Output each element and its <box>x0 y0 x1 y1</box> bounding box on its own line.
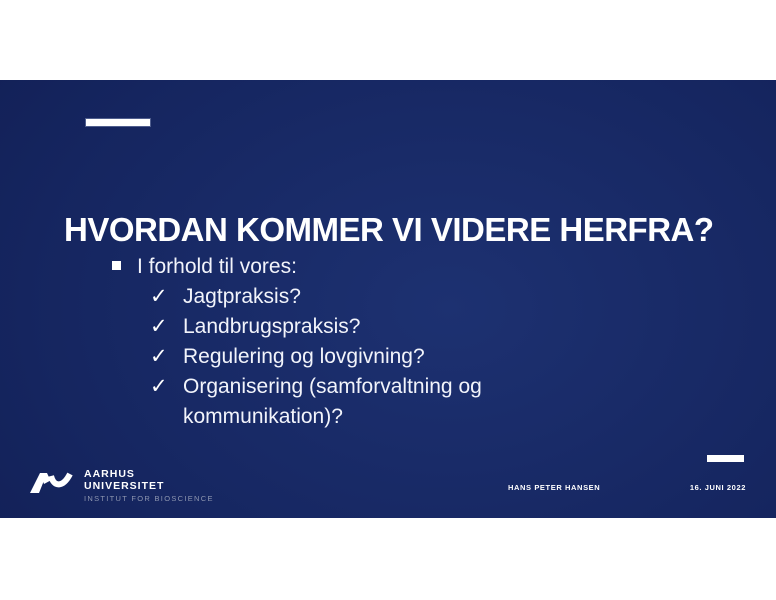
accent-dash-bottom <box>707 455 744 462</box>
slide <box>0 80 776 518</box>
check-icon: ✓ <box>150 375 168 398</box>
square-bullet-icon <box>112 261 121 270</box>
check-icon: ✓ <box>150 315 168 338</box>
list-lead-text: I forhold til vores: <box>137 255 297 278</box>
list-item-text: Organisering (samforvaltning og kommunikation)? <box>183 375 482 428</box>
accent-dash-top <box>86 119 150 126</box>
university-logo <box>30 468 214 503</box>
check-icon: ✓ <box>150 285 168 308</box>
list-item-lead <box>112 252 535 282</box>
slide-date: 16. JUNI 2022 <box>689 483 746 492</box>
list-item-text: Landbrugspraksis? <box>183 315 361 338</box>
logo-line-2: UNIVERSITET <box>84 480 165 492</box>
list-item <box>150 372 535 432</box>
logo-line-1: AARHUS <box>84 468 135 480</box>
university-logo-text <box>84 468 214 503</box>
list-item-text: Regulering og lovgivning? <box>183 345 425 368</box>
slide-title: HVORDAN KOMMER VI VIDERE HERFRA? <box>64 211 714 249</box>
list-item <box>150 342 535 372</box>
list-item <box>150 312 535 342</box>
check-icon: ✓ <box>150 345 168 368</box>
list-item <box>150 282 535 312</box>
list-item-text: Jagtpraksis? <box>183 285 301 308</box>
au-monogram-icon <box>30 470 76 494</box>
bullet-list <box>112 252 535 432</box>
logo-department: INSTITUT FOR BIOSCIENCE <box>84 494 214 503</box>
presenter-name: HANS PETER HANSEN <box>508 483 601 492</box>
